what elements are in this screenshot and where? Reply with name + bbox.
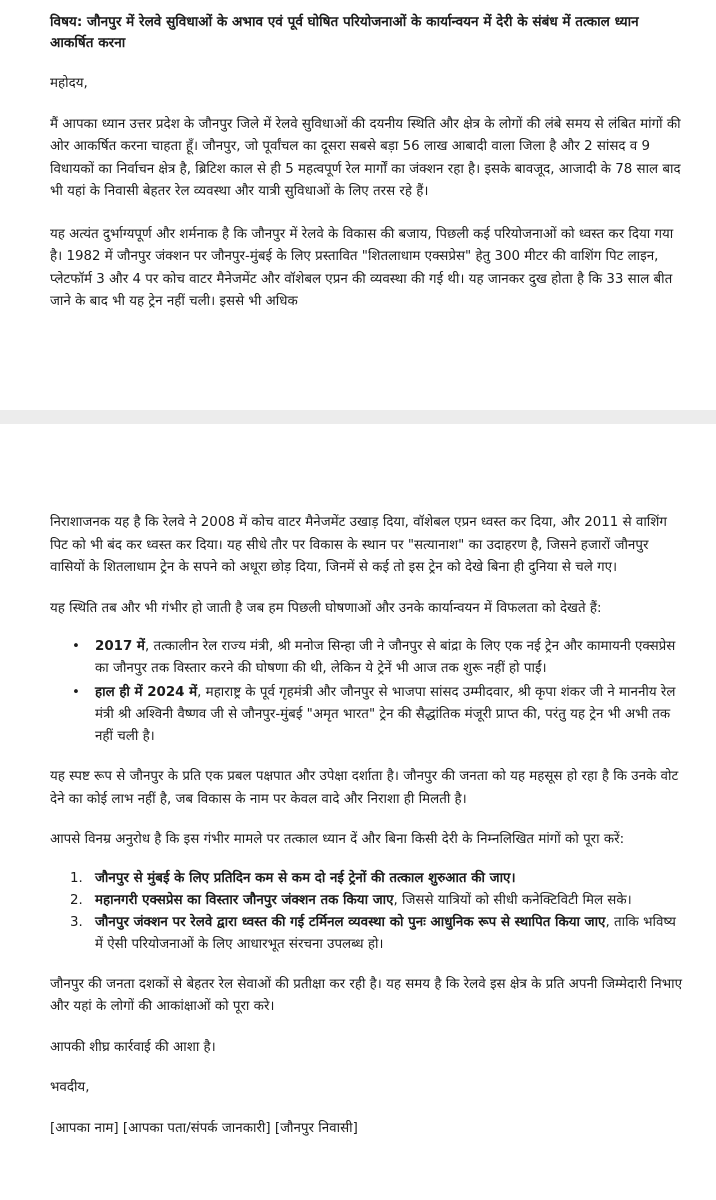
bullet-list [50,636,686,748]
letter-subject: विषय: जौनपुर में रेलवे सुविधाओं के अभाव एवं पूर्व घोषित परियोजनाओं के कार्यान्वयन में देरी के संबंध में तत्काल ध्यान आकर्षित करना [50,14,639,51]
list-item-bold: हाल ही में 2024 में [95,685,198,700]
list-item-bold: जौनपुर से मुंबई के लिए प्रतिदिन कम से कम दो नई ट्रेनों की तत्काल शुरुआत की जाए। [95,870,516,886]
list-item [50,912,686,956]
closing: भवदीय, [50,1080,90,1095]
list-item-text: , तत्कालीन रेल राज्य मंत्री, श्री मनोज सिन्हा जी ने जौनपुर से बांद्रा के लिए एक नई ट्रेन और कामायनी एक्सप्रेस का जौनपुर तक विस्तार करने की घोषणा की थी, लेकिन ये ट्रेनें भी आज तक शुरू नहीं हो पाईं। [95,639,676,676]
paragraph-5: यह स्पष्ट रूप से जौनपुर के प्रति एक प्रबल पक्षपात और उपेक्षा दर्शाता है। जौनपुर की जनता को यह महसूस हो रहा है कि उनके वोट देने का कोई लाभ नहीं है, जब विकास के नाम पर केवल वादे और निराशा ही मिलती है। [50,769,679,807]
list-item-bold: जौनपुर जंक्शन पर रेलवे द्वारा ध्वस्त की गई टर्मिनल व्यवस्था को पुनः आधुनिक रूप से स्थापित किया जाए [95,914,606,930]
list-number: 3. [70,914,83,930]
list-item-text: , महाराष्ट्र के पूर्व गृहमंत्री और जौनपुर से भाजपा सांसद उम्मीदवार, श्री कृपा शंकर जी ने माननीय रेल मंत्री श्री अश्विनी वैष्णव जी से जौनपुर-मुंबई "अमृत भारत" ट्रेन की सैद्धांतिक मंजूरी प्राप्त की, परंतु यह ट्रेन भी अभी तक नहीं चली है। [95,685,676,744]
list-item-text: , ताकि भविष्य में ऐसी परियोजनाओं के लिए आधारभूत संरचना उपलब्ध हो। [95,914,676,952]
page-break [0,410,716,424]
list-item [50,636,686,680]
paragraph-2: यह अत्यंत दुर्भाग्यपूर्ण और शर्मनाक है कि जौनपुर में रेलवे के विकास की बजाय, पिछली कई परियोजनाओं को ध्वस्त कर दिया गया है। 1982 में जौनपुर जंक्शन पर जौनपुर-मुंबई के लिए प्रस्तावित "शितलाधाम एक्सप्रेस" हेतु 300 मीटर की वाशिंग पिट लाइन, प्लेटफॉर्म 3 और 4 पर कोच वाटर मैनेजमेंट और वॉशेबल एप्रन की व्यवस्था की गई थी। यह जानकर दुख होता है कि 33 साल बीत जाने के बाद भी यह ट्रेन नहीं चली। इससे भी अधिक [50,226,674,309]
demands-list [50,868,686,956]
list-item [50,868,686,890]
salutation: महोदय, [50,76,88,91]
list-number: 1. [70,870,83,886]
paragraph-6: आपसे विनम्र अनुरोध है कि इस गंभीर मामले पर तत्काल ध्यान दें और बिना किसी देरी के निम्नलिखित मांगों को पूरा करें: [50,832,625,847]
list-item-text: , जिससे यात्रियों को सीधी कनेक्टिविटी मिल सके। [393,892,632,908]
list-number: 2. [70,892,83,908]
page-1-content [50,12,686,314]
signature: [आपका नाम] [आपका पता/संपर्क जानकारी] [जौनपुर निवासी] [50,1120,358,1136]
paragraph-8: आपकी शीघ्र कार्रवाई की आशा है। [50,1039,216,1055]
bullet-icon: • [72,639,80,654]
document-page-1 [0,0,716,410]
paragraph-4: यह स्थिति तब और भी गंभीर हो जाती है जब हम पिछली घोषणाओं और उनके कार्यान्वयन में विफलता को देखते हैं: [50,600,602,616]
list-item [50,682,686,748]
document-page-2 [0,424,716,1200]
list-item [50,890,686,912]
paragraph-1: मैं आपका ध्यान उत्तर प्रदेश के जौनपुर जिले में रेलवे सुविधाओं की दयनीय स्थिति और क्षेत्र के लोगों की लंबे समय से लंबित मांगों की ओर आकर्षित करना चाहता हूँ। जौनपुर, जो पूर्वांचल का दूसरा सबसे बड़ा 56 लाख आबादी वाला जिला है और 2 सांसद व 9 विधायकों का निर्वाचन क्षेत्र है, ब्रिटिश काल से ही 5 महत्वपूर्ण रेल मार्गों का जंक्शन रहा है। इसके बावजूद, आजादी के 78 साल बाद भी यहां के निवासी बेहतर रेल व्यवस्था और यात्री सुविधाओं के लिए तरस रहे हैं। [50,116,681,199]
paragraph-7: जौनपुर की जनता दशकों से बेहतर रेल सेवाओं की प्रतीक्षा कर रही है। यह समय है कि रेलवे इस क्षेत्र के प्रति अपनी जिम्मेदारी निभाए और यहां के लोगों की आकांक्षाओं को पूरा करे। [50,976,682,1014]
paragraph-3: निराशाजनक यह है कि रेलवे ने 2008 में कोच वाटर मैनेजमेंट उखाड़ दिया, वॉशेबल एप्रन ध्वस्त कर दिया, और 2011 से वाशिंग पिट को भी बंद कर ध्वस्त कर दिया। यह सीधे तौर पर विकास के स्थान पर "सत्यानाश" का उदाहरण है, जिसने हजारों जौनपुर वासियों के शितलाधाम ट्रेन के सपने को अधूरा छोड़ दिया, जिनमें से कई तो इस ट्रेन को देखे बिना ही दुनिया से चले गए। [50,515,667,575]
list-item-bold: महानगरी एक्सप्रेस का विस्तार जौनपुर जंक्शन तक किया जाए [95,892,394,908]
bullet-icon: • [72,685,80,700]
page-2-content [50,512,686,1140]
list-item-bold: 2017 में [95,639,145,654]
